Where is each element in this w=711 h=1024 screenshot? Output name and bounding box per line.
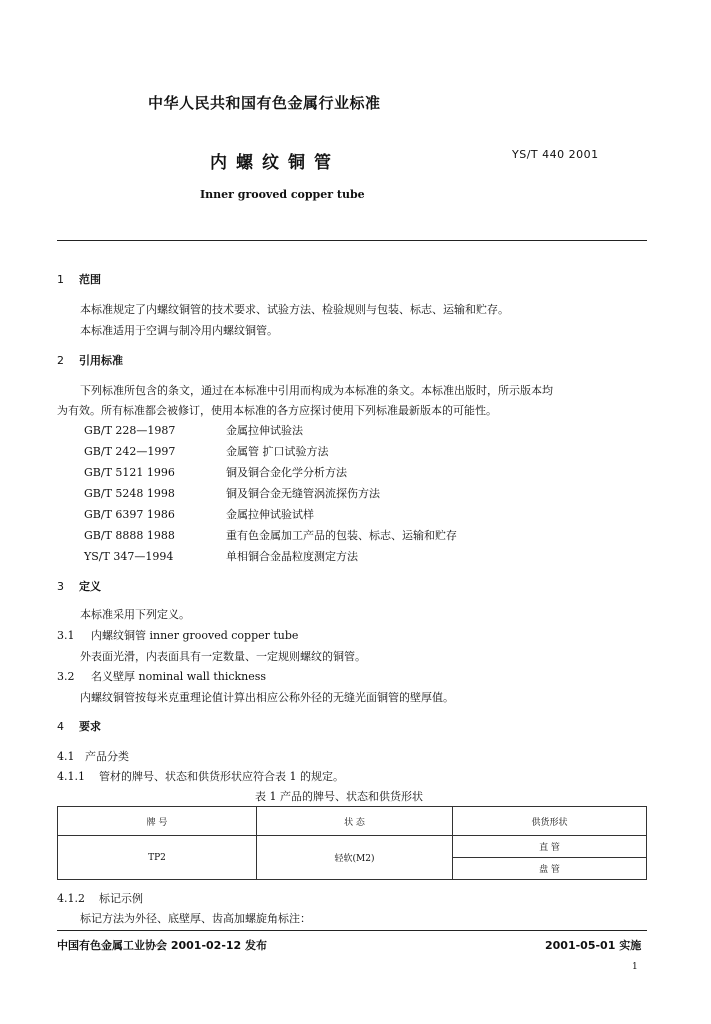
clause-number: 4.1.1	[57, 770, 85, 783]
clause-title: 产品分类	[85, 750, 129, 763]
reference-code: YS/T 347—1994	[84, 550, 174, 563]
clause-heading	[57, 768, 344, 784]
table-header-cell: 牌 号	[58, 807, 257, 836]
definition-term	[57, 668, 266, 684]
table-caption: 表 1 产品的牌号、状态和供货形状	[255, 790, 423, 803]
paragraph: 下列标准所包含的条文，通过在本标准中引用而构成为本标准的条文。本标准出版时，所示版本均	[80, 384, 553, 397]
clause-number: 4.1.2	[57, 892, 85, 905]
section-4-heading	[57, 718, 101, 734]
paragraph: 外表面光滑，内表面具有一定数量、一定规则螺纹的铜管。	[80, 650, 366, 663]
implementation-date: 2001-05-01 实施	[545, 939, 642, 952]
reference-code: GB/T 6397 1986	[84, 508, 175, 521]
reference-item	[84, 422, 303, 438]
english-title: Inner grooved copper tube	[200, 188, 365, 201]
section-title: 范围	[79, 273, 101, 286]
section-number: 1	[57, 273, 64, 286]
table-cell: 直 管	[453, 836, 647, 858]
clause-heading	[57, 890, 143, 906]
paragraph: 本标准采用下列定义。	[80, 608, 190, 621]
reference-title: 铜及铜合金化学分析方法	[226, 466, 347, 479]
reference-code: GB/T 228—1987	[84, 424, 176, 437]
footer-rule	[57, 930, 647, 931]
clause-heading	[57, 748, 129, 764]
std-code: YS/T 440 2001	[512, 148, 599, 161]
reference-code: GB/T 242—1997	[84, 445, 176, 458]
table-header-cell: 供货形状	[453, 807, 647, 836]
term-text: 内螺纹铜管 inner grooved copper tube	[91, 629, 299, 642]
section-title: 定义	[79, 580, 101, 593]
paragraph: 为有效。所有标准都会被修订，使用本标准的各方应探讨使用下列标准最新版本的可能性。	[57, 404, 497, 417]
section-2-heading	[57, 352, 123, 368]
clause-title: 标记示例	[99, 892, 143, 905]
table-header-cell: 状 态	[257, 807, 453, 836]
paragraph: 本标准适用于空调与制冷用内螺纹铜管。	[80, 324, 278, 337]
reference-title: 金属拉伸试验试样	[226, 508, 314, 521]
page-number: 1	[632, 962, 638, 972]
clause-number: 3.2	[57, 670, 75, 683]
clause-number: 4.1	[57, 750, 75, 763]
paragraph: 标记方法为外径、底壁厚、齿高加螺旋角标注：	[80, 912, 311, 925]
section-title: 引用标准	[79, 354, 123, 367]
table-header-row	[58, 807, 647, 836]
reference-item	[84, 485, 380, 501]
clause-title: 管材的牌号、状态和供货形状应符合表 1 的规定。	[99, 770, 344, 783]
section-1-heading	[57, 271, 101, 287]
doc-title: 内螺纹铜管	[210, 153, 340, 173]
paragraph: 内螺纹铜管按每米克重理论值计算出相应公称外径的无缝光面铜管的壁厚值。	[80, 691, 454, 704]
section-number: 2	[57, 354, 64, 367]
table-cell: TP2	[58, 836, 257, 880]
reference-code: GB/T 8888 1988	[84, 529, 175, 542]
paragraph: 本标准规定了内螺纹铜管的技术要求、试验方法、检验规则与包装、标志、运输和贮存。	[80, 303, 509, 316]
reference-code: GB/T 5248 1998	[84, 487, 175, 500]
definition-term	[57, 627, 298, 643]
reference-item	[84, 548, 358, 564]
section-3-heading	[57, 578, 101, 594]
org-title: 中华人民共和国有色金属行业标准	[148, 94, 381, 112]
reference-title: 重有色金属加工产品的包装、标志、运输和贮存	[226, 529, 457, 542]
reference-code: GB/T 5121 1996	[84, 466, 175, 479]
table-cell: 盘 管	[453, 858, 647, 880]
reference-item	[84, 464, 347, 480]
issue-date: 中国有色金属工业协会 2001-02-12 发布	[57, 939, 268, 952]
clause-number: 3.1	[57, 629, 75, 642]
section-number: 4	[57, 720, 64, 733]
header-rule	[57, 240, 647, 241]
reference-title: 金属拉伸试验法	[226, 424, 303, 437]
reference-item	[84, 527, 457, 543]
reference-title: 铜及铜合金无缝管涡流探伤方法	[226, 487, 380, 500]
product-table	[57, 806, 647, 880]
table-row	[58, 836, 647, 858]
reference-item	[84, 443, 329, 459]
term-text: 名义壁厚 nominal wall thickness	[91, 670, 267, 683]
section-title: 要求	[79, 720, 101, 733]
reference-title: 单相铜合金晶粒度测定方法	[226, 550, 358, 563]
reference-title: 金属管 扩口试验方法	[226, 445, 329, 458]
reference-item	[84, 506, 314, 522]
table-cell: 轻软(M2)	[257, 836, 453, 880]
section-number: 3	[57, 580, 64, 593]
